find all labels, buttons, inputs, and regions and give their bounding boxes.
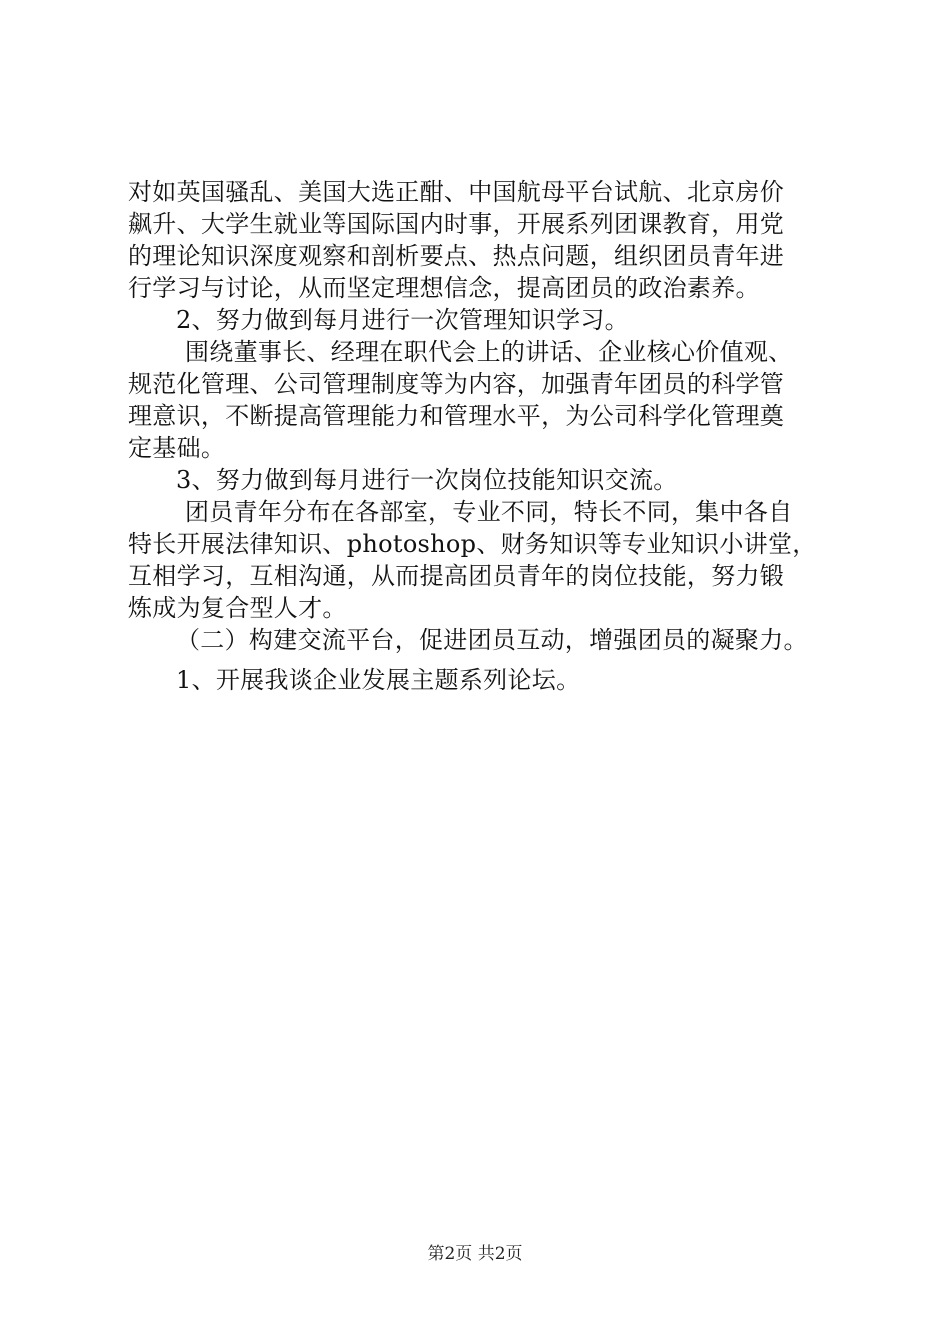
paragraph-line: 规范化管理、公司管理制度等为内容，加强青年团员的科学管 bbox=[128, 370, 785, 398]
paragraph-line: 定基础。 bbox=[128, 434, 226, 462]
paragraph-line: 炼成为复合型人才。 bbox=[128, 594, 347, 622]
paragraph-line: 的理论知识深度观察和剖析要点、热点问题，组织团员青年进 bbox=[128, 242, 785, 270]
paragraph-line: 互相学习，互相沟通，从而提高团员青年的岗位技能，努力锻 bbox=[128, 562, 785, 590]
paragraph-line: 对如英国骚乱、美国大选正酣、中国航母平台试航、北京房价 bbox=[128, 178, 785, 206]
paragraph-line: 行学习与讨论，从而坚定理想信念，提高团员的政治素养。 bbox=[128, 274, 760, 302]
section-heading: 2、努力做到每月进行一次管理知识学习。 bbox=[176, 306, 629, 334]
paragraph-line: 团员青年分布在各部室，专业不同，特长不同，集中各自 bbox=[185, 498, 793, 526]
paragraph-line: 围绕董事长、经理在职代会上的讲话、企业核心价值观、 bbox=[185, 338, 793, 366]
page-number-footer: 第2页 共2页 bbox=[427, 1244, 523, 1264]
paragraph-line: 特长开展法律知识、photoshop、财务知识等专业知识小讲堂， bbox=[128, 530, 817, 558]
section-heading: 1、开展我谈企业发展主题系列论坛。 bbox=[176, 666, 581, 694]
paragraph-line: 理意识，不断提高管理能力和管理水平，为公司科学化管理奠 bbox=[128, 402, 785, 430]
section-heading: （二）构建交流平台，促进团员互动，增强团员的凝聚力。 bbox=[176, 626, 808, 654]
section-heading: 3、努力做到每月进行一次岗位技能知识交流。 bbox=[176, 466, 678, 494]
paragraph-line: 飙升、大学生就业等国际国内时事，开展系列团课教育，用党 bbox=[128, 210, 785, 238]
